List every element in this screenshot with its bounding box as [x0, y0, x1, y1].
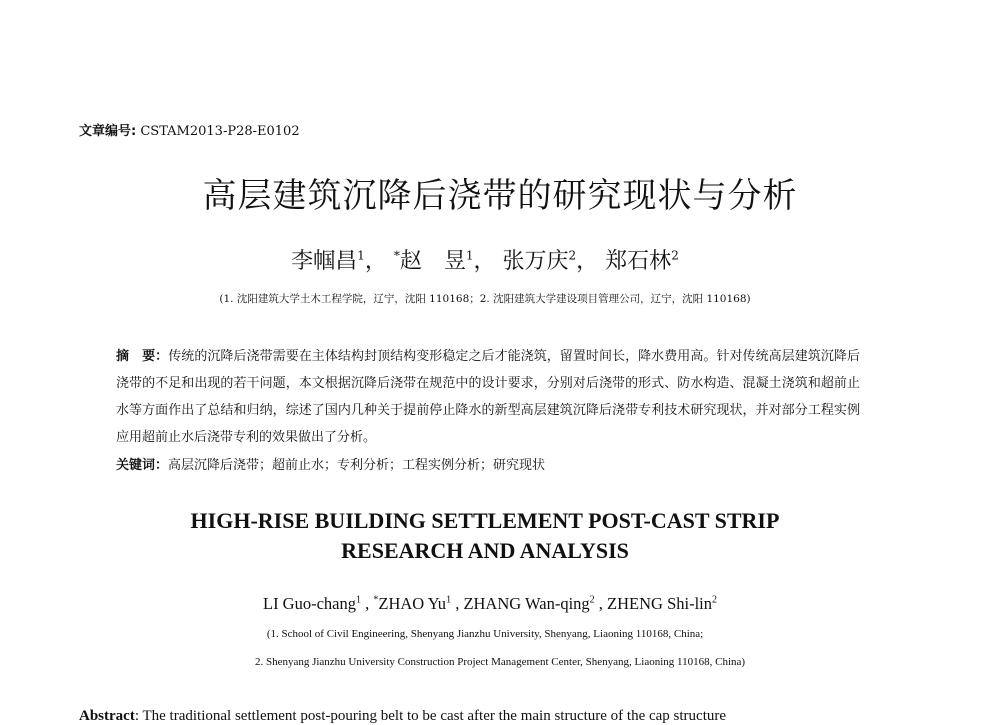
english-title-line-2: RESEARCH AND ANALYSIS: [341, 538, 629, 563]
chinese-abstract-text: 传统的沉降后浇带需要在主体结构封顶结构变形稳定之后才能浇筑，留置时间长，降水费用高。针对传统高层建筑沉降后浇带的不足和出现的若干问题，本文根据沉降后浇带在规范中的设计要求，分别对后浇带的形式、防水构造、混凝土浇筑和超前止水等方面作出了总结和归纳，综述了国内几种关于提前停止降水的新型高层建筑沉降后浇带专利技术研究现状，并对部分工程实例应用超前止水后浇带专利的效果做出了分析。: [116, 349, 860, 445]
chinese-keywords: [116, 454, 545, 473]
en-author-1: LI Guo-chang$^1$ ,: [262, 594, 374, 613]
author-4: 郑石林$^2$: [605, 248, 679, 274]
en-author-4: ZHENG Shi-lin$^2$: [607, 594, 718, 613]
english-authors: [0, 594, 980, 614]
chinese-title: 高层建筑沉降后浇带的研究现状与分析: [202, 176, 798, 216]
author-3: 张万庆$^2$，: [502, 248, 599, 274]
article-number-label: 文章编号:: [79, 124, 137, 139]
english-abstract-label: Abstract: [79, 708, 135, 724]
english-abstract: Abstract: The traditional settlement post-pouring belt to be cast after the main structure of the cap structure: [79, 708, 727, 724]
en-author-2: *ZHAO Yu$^1$ ,: [373, 594, 464, 613]
chinese-keywords-text: 高层沉降后浇带；超前止水；专利分析；工程实例分析；研究现状: [168, 458, 546, 473]
article-number-value: CSTAM2013-P28-E0102: [140, 124, 300, 139]
chinese-abstract-label: 摘 要：: [116, 349, 169, 364]
author-2: *赵 昱$^1$，: [393, 248, 496, 274]
english-title-line-1: HIGH-RISE BUILDING SETTLEMENT POST-CAST STRIP: [190, 508, 780, 533]
chinese-authors: [0, 244, 970, 275]
author-1: 李帼昌$^1$，: [291, 248, 387, 274]
chinese-keywords-label: 关键词：: [116, 458, 169, 473]
english-title: [0, 506, 970, 566]
en-author-3: ZHANG Wan-qing$^2$ ,: [463, 594, 608, 613]
chinese-affiliations: (1. 沈阳建筑大学土木工程学院，辽宁，沈阳 110168；2. 沈阳建筑大学建设项目管理公司，辽宁，沈阳 110168): [219, 293, 751, 305]
article-number: [79, 120, 300, 139]
chinese-abstract: [116, 343, 860, 451]
english-abstract-text: The traditional settlement post-pouring belt to be cast after the main structure of the cap structure: [142, 708, 727, 724]
english-affiliation-line-2: 2. Shenyang Jianzhu University Construction Project Management Center, Shenyang, Liaoning 110168, China): [254, 656, 746, 668]
english-affiliation-line-1: (1. School of Civil Engineering, Shenyang Jianzhu University, Shenyang, Liaoning 110168, China;: [266, 628, 704, 640]
